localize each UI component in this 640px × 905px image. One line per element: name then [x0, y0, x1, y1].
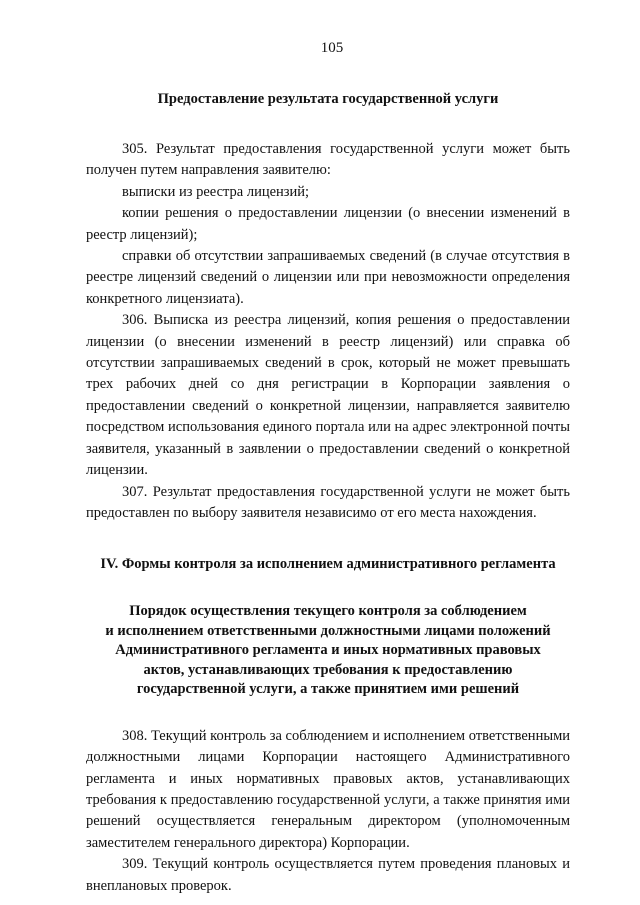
- subsection-heading-line: и исполнением ответственными должностными лицами положений: [105, 622, 551, 639]
- list-item-certificate: справки об отсутствии запрашиваемых сведений (в случае отсутствия в реестре лицензий сведений о лицензии или при невозможности определения конкретного лицензиата).: [86, 248, 570, 307]
- page-number: 105: [320, 40, 344, 56]
- subsection-heading-line: Порядок осуществления текущего контроля за соблюдением: [129, 603, 527, 620]
- paragraph-309: 309. Текущий контроль осуществляется путем проведения плановых и внеплановых проверок.: [86, 856, 570, 894]
- subsection-heading-line: актов, устанавливающих требования к предоставлению: [143, 661, 513, 678]
- paragraph-307: 307. Результат предоставления государственной услуги не может быть предоставлен по выбору заявителя независимо от его места нахождения.: [86, 483, 570, 521]
- paragraph-305: 305. Результат предоставления государственной услуги может быть получен путем направления заявителю:: [86, 141, 570, 179]
- subsection-heading: [86, 602, 570, 700]
- heading-result: Предоставление результата государственной услуги: [157, 91, 499, 107]
- paragraph-306: 306. Выписка из реестра лицензий, копия решения о предоставлении лицензии (о внесении изменений в реестр лицензий) или справка об отсутствии запрашиваемых сведений в срок, который не может превышать трех рабочих дней со дня регистрации в Корпорации заявления о предоставлении сведений о конкретной лицензии, направляется заявителю посредством использования единого портала или на адрес электронной почты заявителя, указанный в заявлении о предоставлении сведений о конкретной лицензии.: [86, 312, 570, 479]
- subsection-heading-line: Административного регламента и иных нормативных правовых: [115, 642, 541, 659]
- section-heading-iv: IV. Формы контроля за исполнением административного регламента: [100, 556, 556, 573]
- subsection-heading-line: государственной услуги, а также принятием ими решений: [136, 681, 520, 698]
- list-item-extract: выписки из реестра лицензий;: [122, 183, 310, 200]
- list-item-decision-copy: копии решения о предоставлении лицензии (о внесении изменений в реестр лицензий);: [86, 205, 570, 243]
- paragraph-308: 308. Текущий контроль за соблюдением и исполнением ответственными должностными лицами Корпорации настоящего Административного регламента и иных нормативных правовых актов, устанавливающих требования к предоставлению государственной услуги, а также принятия ими решений осуществляется генеральным директором (уполномоченным заместителем генерального директора) Корпорации.: [86, 727, 571, 851]
